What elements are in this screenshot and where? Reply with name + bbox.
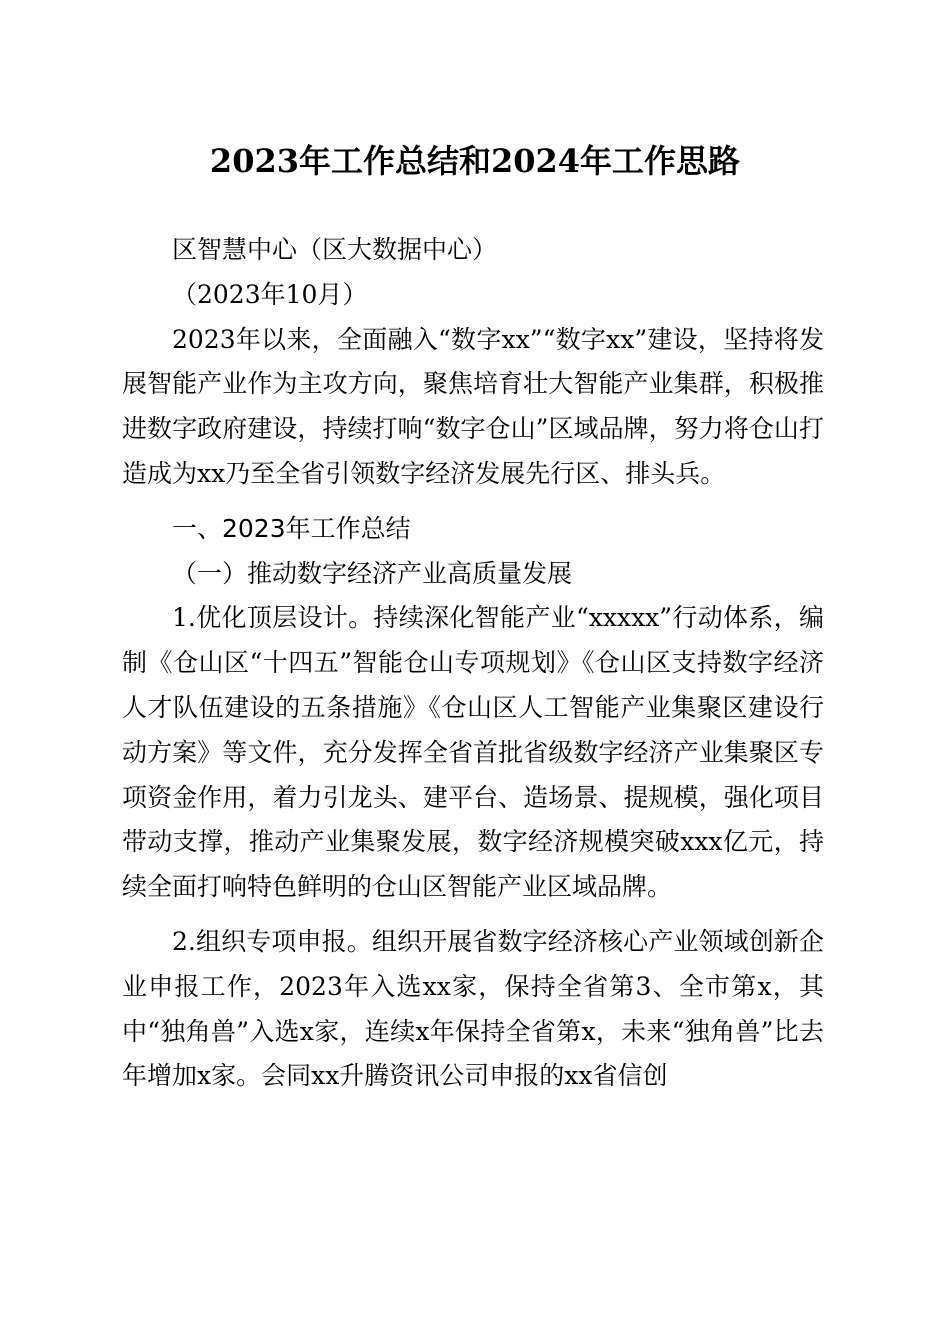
section-heading: 一、2023年工作总结 xyxy=(172,513,411,543)
document-body xyxy=(122,228,824,1099)
document-title: 2023年工作总结和2024年工作思路 xyxy=(209,142,741,180)
date-line: （2023年10月） xyxy=(172,279,368,309)
item-paragraph-1: 1.优化顶层设计。持续深化智能产业“xxxxx”行动体系，编制《仓山区“十四五”智能仓山专项规划》《仓山区支持数字经济人才队伍建设的五条措施》《仓山区人工智能产业集聚区建设行动方案》等文件，充分发挥全省首批省级数字经济产业集聚区专项资金作用，着力引龙头、建平台、造场景、提规模，强化项目带动支撑，推动产业集聚发展，数字经济规模突破xxx亿元，持续全面打响特色鲜明的仓山区智能产业区域品牌。 xyxy=(122,603,824,902)
org-line: 区智慧中心（区大数据中心） xyxy=(172,235,498,264)
subsection-heading: （一）推动数字经济产业高质量发展 xyxy=(172,558,573,588)
intro-paragraph: 2023年以来，全面融入“数字xx”“数字xx”建设，坚持将发展智能产业作为主攻方向，聚焦培育壮大智能产业集群，积极推进数字政府建设，持续打响“数字仓山”区域品牌，努力将仓山打造成为xx乃至全省引领数字经济发展先行区、排头兵。 xyxy=(122,324,824,488)
item-paragraph-2: 2.组织专项申报。组织开展省数字经济核心产业领域创新企业申报工作，2023年入选xx家，保持全省第3、全市第x，其中“独角兽”入选x家，连续x年保持全省第x，未来“独角兽”比去年增加x家。会同xx升腾资讯公司申报的xx省信创 xyxy=(122,926,824,1091)
